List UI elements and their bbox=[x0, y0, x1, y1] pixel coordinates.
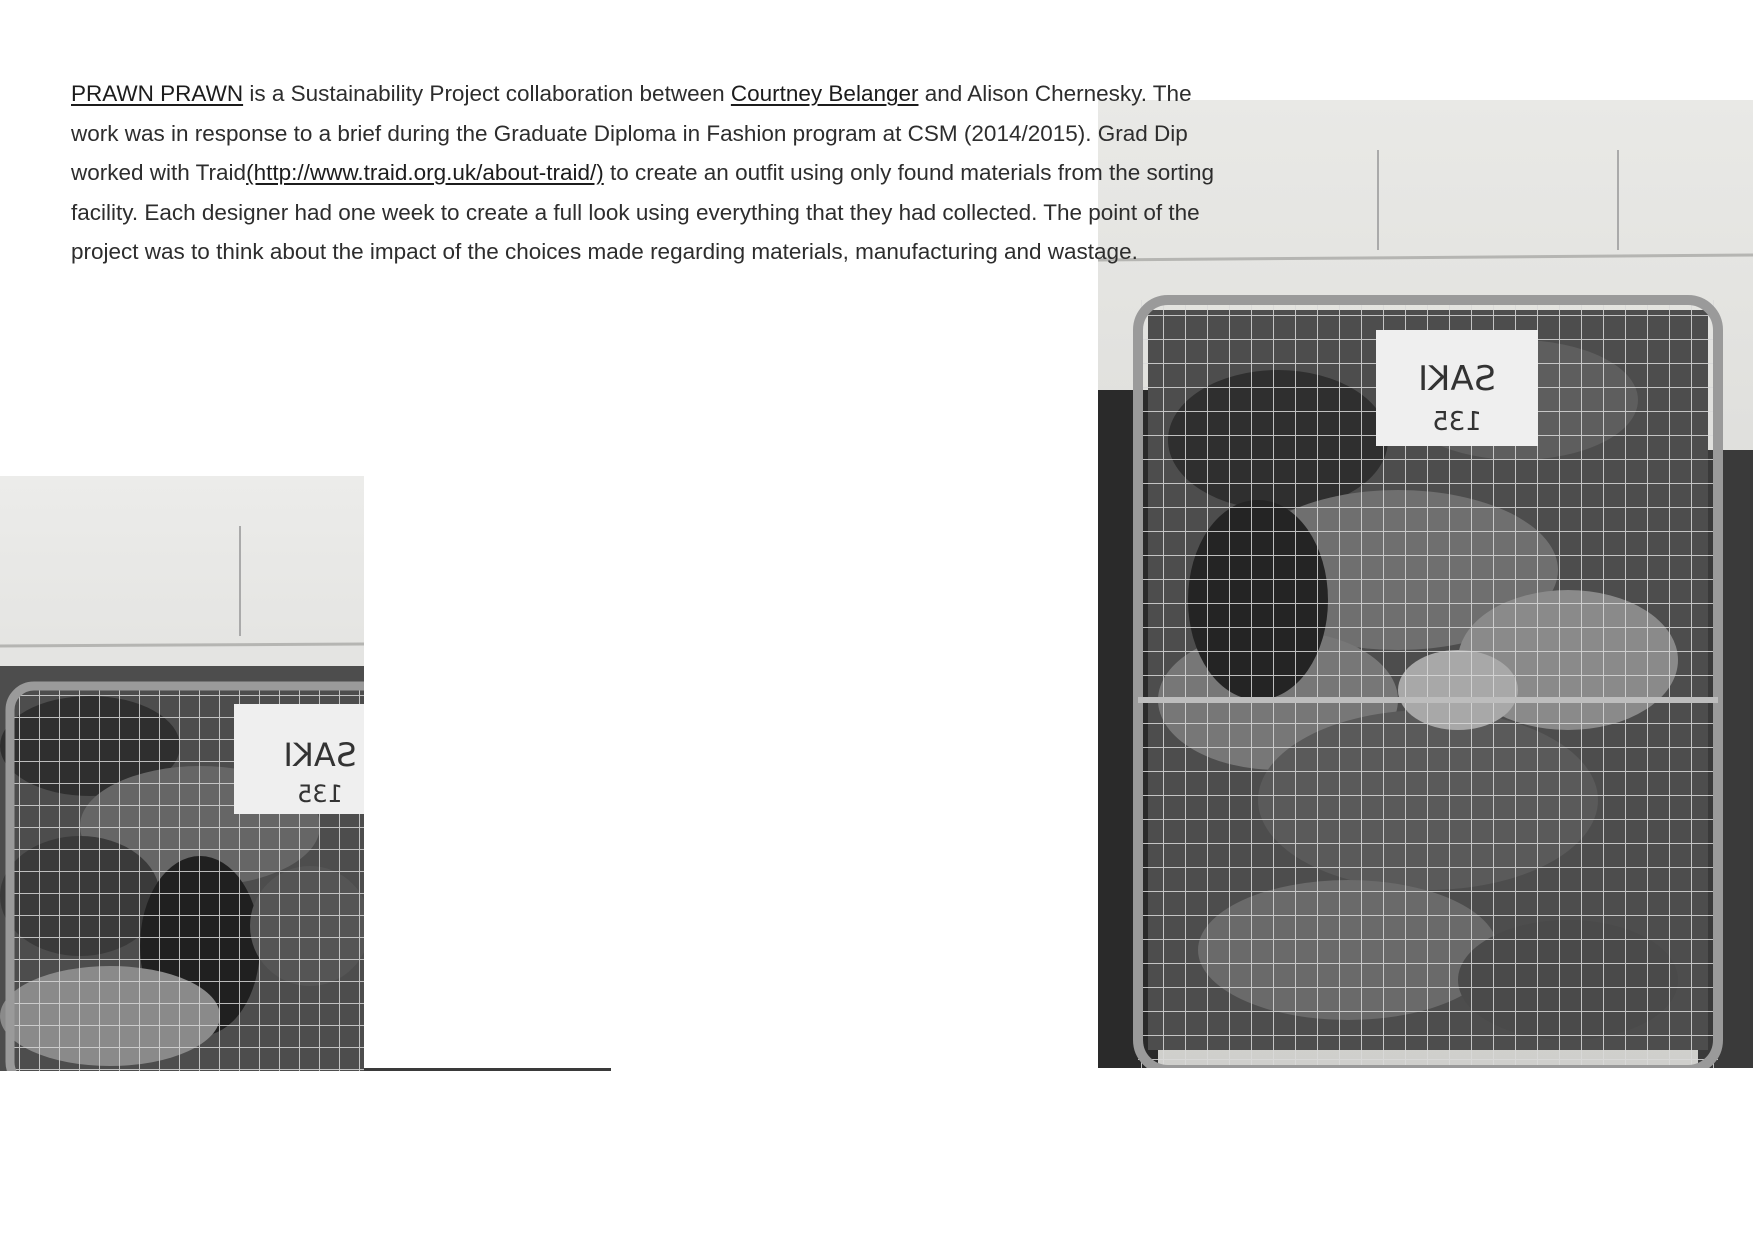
photo-textile-cage-left bbox=[0, 476, 364, 1071]
sign-text-line2-left: 135 bbox=[297, 780, 343, 808]
sign-text-line2: 135 bbox=[1432, 407, 1482, 437]
sign-text-line1-left: SAKI bbox=[283, 736, 357, 774]
sign-text-line1: SAKI bbox=[1418, 359, 1496, 399]
intro-text-3: to create an outfit using only found materials from the sorting facility. Each designer had one week to create a full look using everything that they had collected. The point of the project was to think about the impact of the choices made regarding materials, manufacturing and wastage. bbox=[71, 160, 1215, 264]
intro-text-1: is a Sustainability Project collaboration between bbox=[243, 81, 731, 106]
link-prawn-prawn[interactable]: PRAWN PRAWN bbox=[71, 81, 244, 106]
link-traid[interactable]: (http://www.traid.org.uk/about-traid/) bbox=[246, 160, 604, 185]
intro-text bbox=[71, 74, 1231, 272]
link-courtney-belanger[interactable]: Courtney Belanger bbox=[730, 81, 919, 106]
textile-cage-image-cropped bbox=[0, 476, 364, 1071]
photo-fragment-strip bbox=[364, 1068, 611, 1071]
intro-text-2: and Alison Chernesky. The work was in response to a brief during the Graduate Diploma in Fashion program at CSM (2014/2015). Grad Dip worked with Traid bbox=[71, 81, 1192, 185]
intro-paragraph bbox=[71, 74, 1231, 272]
